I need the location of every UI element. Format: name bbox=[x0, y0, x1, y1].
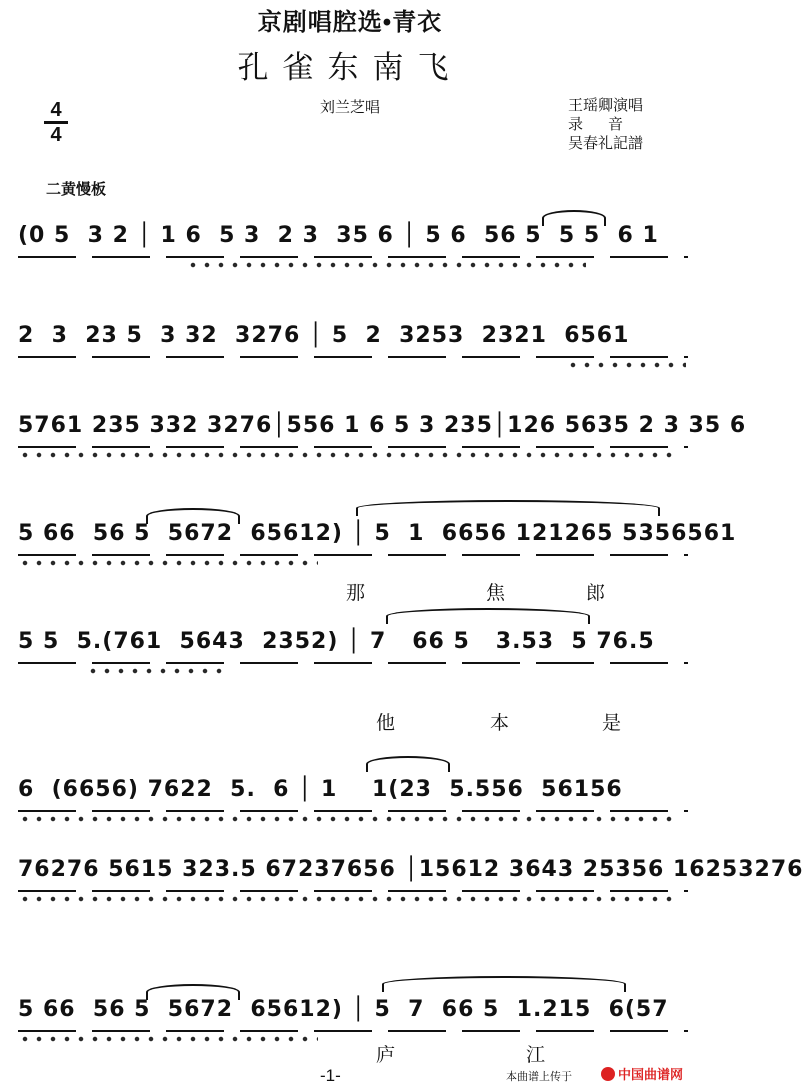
credits bbox=[568, 96, 643, 153]
octave-dots bbox=[186, 262, 586, 268]
octave-dots bbox=[566, 362, 686, 368]
lyric: 是 bbox=[602, 713, 622, 734]
octave-dots bbox=[18, 816, 678, 822]
credit-performer: 王瑶卿演唱 bbox=[568, 97, 644, 114]
slur bbox=[542, 210, 606, 226]
score-notes: 2 3 23 5 3 32 3276 │ 5 2 3253 2321 6561 bbox=[18, 323, 630, 348]
score-notes: 5 66 56 5 5672 65612) │ 5 1 6656 121265 5356561 bbox=[18, 521, 737, 546]
lyric: 江 bbox=[526, 1045, 546, 1066]
score-notes: 76276 5615 323.5 67237656 │15612 3643 25356 16253276 bbox=[18, 857, 803, 882]
slur bbox=[366, 756, 450, 772]
score-row bbox=[6, 622, 696, 682]
score-row bbox=[6, 770, 696, 830]
underline bbox=[18, 1030, 688, 1032]
lyric: 他 bbox=[376, 713, 396, 734]
time-signature bbox=[44, 100, 68, 145]
lyric: 本 bbox=[490, 713, 510, 734]
lyrics-line bbox=[6, 1040, 696, 1066]
octave-dots bbox=[18, 560, 318, 566]
underline bbox=[18, 662, 688, 664]
singer-label: 刘兰芝唱 bbox=[320, 99, 381, 116]
series-title: 京剧唱腔选•青衣 bbox=[257, 9, 443, 36]
underline bbox=[18, 890, 688, 892]
credit-transcriber: 吴春礼記譜 bbox=[568, 135, 644, 152]
time-signature-top: 4 bbox=[50, 99, 62, 121]
lyric: 那 bbox=[346, 583, 366, 604]
upload-note: 本曲谱上传于 bbox=[506, 1071, 572, 1083]
score-notes: 6 (6656) 7622 5. 6 │ 1 1(23 5.556 56156 bbox=[18, 777, 623, 802]
score-row bbox=[6, 514, 737, 574]
underline bbox=[18, 446, 688, 448]
score-row bbox=[6, 406, 747, 466]
underline bbox=[18, 810, 688, 812]
underline bbox=[18, 554, 688, 556]
song-title: 孔雀东南飞 bbox=[237, 50, 463, 86]
slur bbox=[356, 500, 660, 516]
site-logo-text: 中国曲谱网 bbox=[618, 1068, 684, 1083]
score-row bbox=[6, 850, 803, 910]
lyrics-line bbox=[6, 708, 696, 734]
slur bbox=[146, 508, 240, 524]
slur bbox=[146, 984, 240, 1000]
credit-recording: 录 音 bbox=[568, 116, 624, 133]
underline bbox=[18, 256, 688, 258]
octave-dots bbox=[18, 452, 678, 458]
octave-dots bbox=[18, 896, 678, 902]
score-notes: 5761 235 332 3276│556 1 6 5 3 235│126 5635 2 3 35 6 bbox=[18, 413, 747, 438]
site-logo bbox=[600, 1064, 696, 1084]
tempo-marking: 二黄慢板 bbox=[46, 181, 107, 198]
score-row bbox=[6, 316, 696, 376]
underline bbox=[18, 356, 688, 358]
octave-dots bbox=[86, 668, 226, 674]
slur bbox=[382, 976, 626, 992]
site-logo-icon bbox=[600, 1064, 696, 1084]
lyric: 庐 bbox=[376, 1045, 396, 1066]
slur bbox=[386, 608, 590, 624]
lyric: 焦 bbox=[486, 583, 506, 604]
time-signature-bottom: 4 bbox=[50, 124, 62, 146]
score-row bbox=[6, 216, 696, 276]
lyrics-line bbox=[6, 578, 696, 604]
score-notes: 5 5 5.(761 5643 2352) │ 7 66 5 3.53 5 76.5 bbox=[18, 629, 655, 654]
score-notes: (0 5 3 2 │ 1 6 5 3 2 3 35 6 │ 5 6 56 5 5 5 6 1 bbox=[18, 223, 659, 248]
score-notes: 5 66 56 5 5672 65612) │ 5 7 66 5 1.215 6(57 bbox=[18, 997, 669, 1022]
lyric: 郎 bbox=[586, 583, 606, 604]
page-number: -1- bbox=[320, 1066, 341, 1085]
